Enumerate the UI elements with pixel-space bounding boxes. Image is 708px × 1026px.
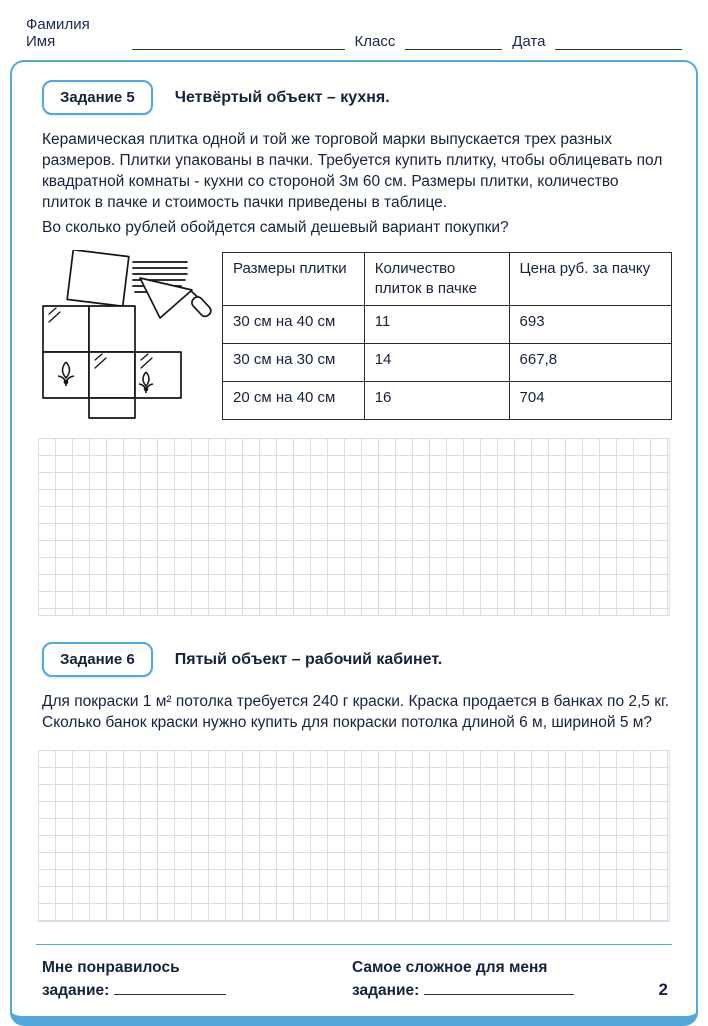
- liked-task-blank-line: [114, 983, 226, 995]
- cell-size: 30 см на 30 см: [223, 344, 365, 382]
- liked-task-line2: задание:: [42, 981, 110, 999]
- date-blank-line: [555, 34, 682, 50]
- task6-paragraph: Для покраски 1 м² потолка требуется 240 г краски. Краска продается в банках по 2,5 кг. Сколько банок краски нужно купить для покраски потолка длиной 6 м, шириной 5 м?: [42, 693, 670, 732]
- name-blank-line: [132, 34, 345, 50]
- class-label: Класс: [354, 33, 396, 50]
- table-row: [223, 344, 672, 382]
- cell-price: 693: [509, 306, 671, 344]
- tile-price-table: [222, 252, 672, 420]
- page-number: 2: [658, 980, 668, 999]
- task6-working-grid: [38, 750, 670, 922]
- task5-badge: Задание 5: [42, 80, 153, 115]
- task5-header: [42, 80, 672, 115]
- cell-count: 16: [364, 382, 509, 420]
- table-row: [223, 306, 672, 344]
- class-blank-line: [405, 34, 502, 50]
- hardest-task-block: [352, 957, 659, 1002]
- table-header-price: Цена руб. за пачку: [509, 253, 671, 306]
- table-header-count: Количество плиток в пачке: [364, 253, 509, 306]
- page-frame: [10, 60, 698, 1026]
- date-label: Дата: [512, 33, 546, 50]
- hardest-task-line1: Самое сложное для меня: [352, 959, 548, 977]
- spacer: [36, 922, 672, 935]
- page-footer: [36, 944, 672, 1008]
- cell-price: 704: [509, 382, 671, 420]
- task5-question: Во сколько рублей обойдется самый дешевый вариант покупки?: [42, 219, 509, 237]
- task6-header: [42, 642, 672, 677]
- task6-title: Пятый объект – рабочий кабинет.: [174, 650, 443, 668]
- cell-count: 11: [364, 306, 509, 344]
- table-header-row: [223, 253, 672, 306]
- task6-badge: Задание 6: [42, 642, 153, 677]
- liked-task-line1: Мне понравилось: [42, 959, 180, 977]
- task5-working-grid: [38, 438, 670, 616]
- table-header-size: Размеры плитки: [223, 253, 365, 306]
- table-row: [223, 382, 672, 420]
- hardest-task-line2: задание:: [352, 981, 420, 999]
- cell-size: 30 см на 40 см: [223, 306, 365, 344]
- hardest-task-blank-line: [424, 983, 574, 995]
- worksheet-header: [0, 0, 708, 56]
- cell-size: 20 см на 40 см: [223, 382, 365, 420]
- cell-count: 14: [364, 344, 509, 382]
- tiles-illustration: [40, 250, 212, 422]
- task5-paragraph: Керамическая плитка одной и той же торговой марки выпускается трех разных размеров. Плитки упакованы в пачки. Требуется купить плитку, чтобы облицевать пол квадратной комнаты - кухни со стороной 3м 60 см. Размеры плитки, количество плиток в пачке и стоимость пачки приведены в таблице.: [42, 131, 663, 212]
- cell-price: 667,8: [509, 344, 671, 382]
- task5-title: Четвёртый объект – кухня.: [174, 88, 390, 106]
- task5-media-row: [40, 250, 672, 422]
- liked-task-block: [42, 957, 352, 1002]
- name-label: Фамилия Имя: [26, 16, 90, 50]
